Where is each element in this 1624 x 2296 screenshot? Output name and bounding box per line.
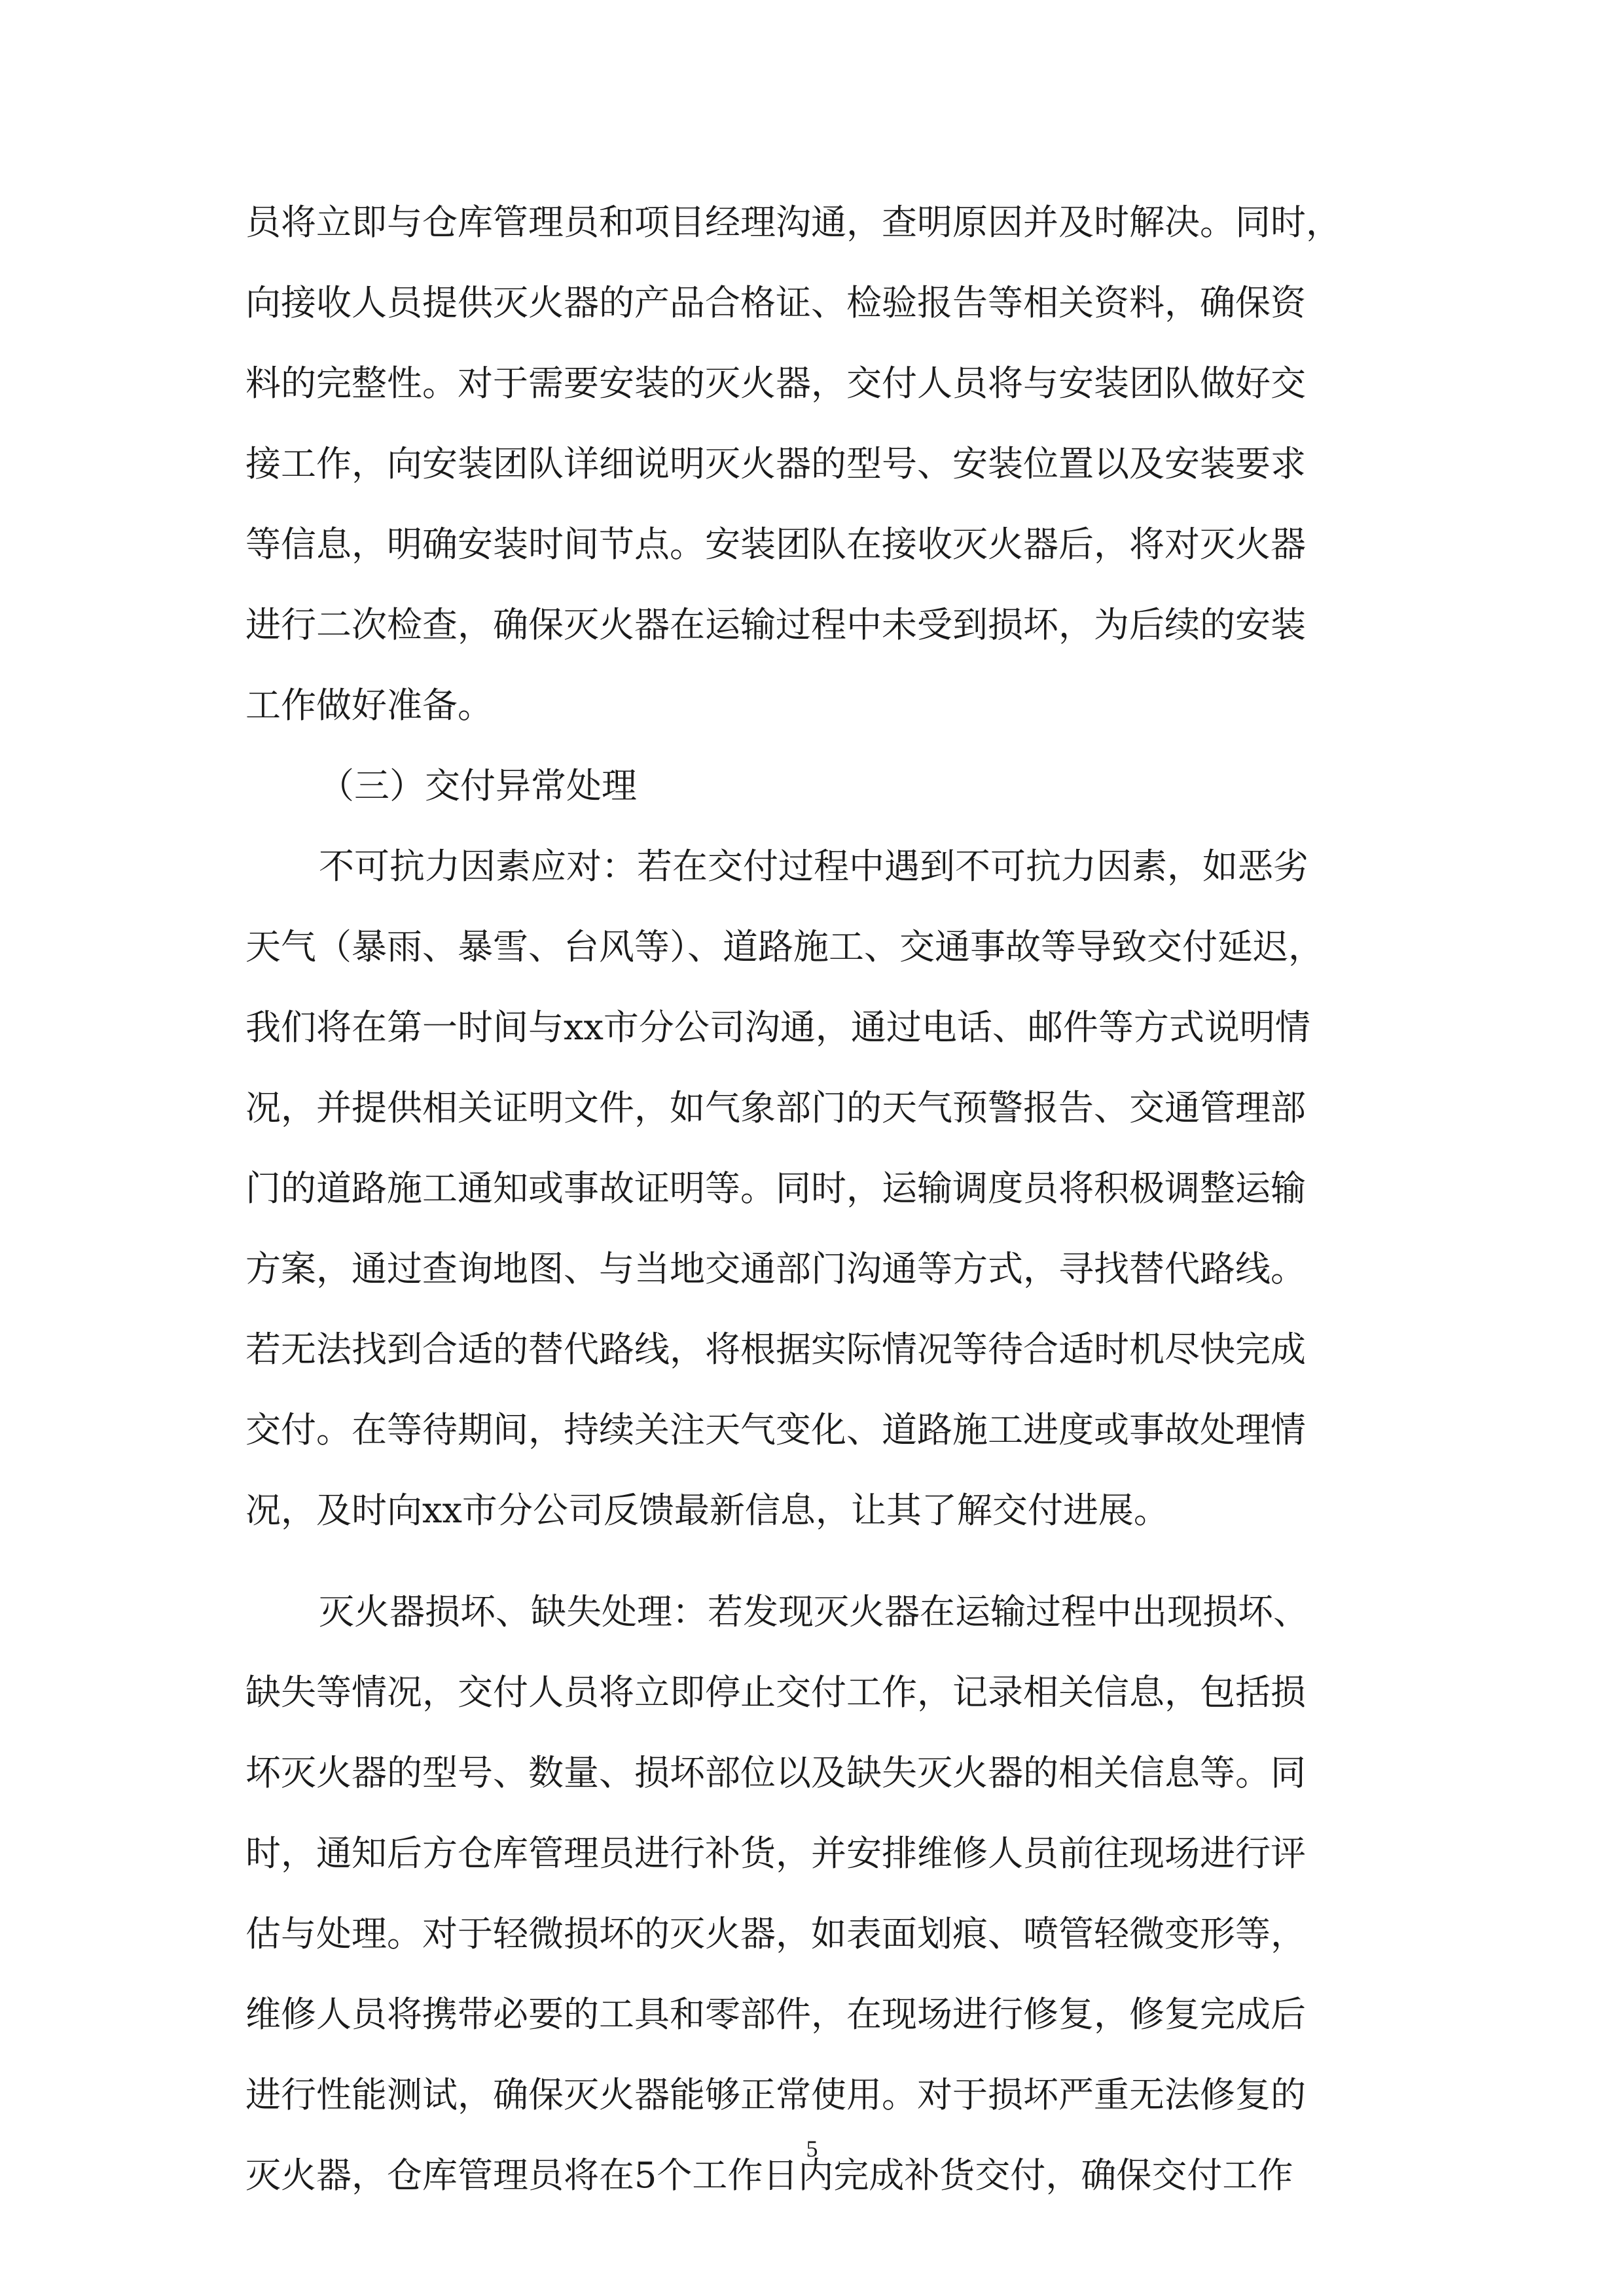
text-line: 若无法找到合适的替代路线，将根据实际情况等待合适时机尽快完成 <box>245 1329 1306 1370</box>
continuation-paragraph <box>245 182 1384 745</box>
text-line: 缺失等情况，交付人员将立即停止交付工作，记录相关信息，包括损 <box>245 1672 1306 1713</box>
text-line: 时，通知后方仓库管理员进行补货，并安排维修人员前往现场进行评 <box>245 1833 1306 1874</box>
text-line: 我们将在第一时间与xx市分公司沟通，通过电话、邮件等方式说明情 <box>245 1007 1310 1048</box>
text-line: 门的道路施工通知或事故证明等。同时，运输调度员将积极调整运输 <box>245 1168 1306 1209</box>
paragraph-damage-handling <box>245 1571 1384 2215</box>
text-line: 工作做好准备。 <box>245 685 493 726</box>
text-line: 天气（暴雨、暴雪、台风等）、道路施工、交通事故等导致交付延迟， <box>245 926 1324 967</box>
text-line: 进行性能测试，确保灭火器能够正常使用。对于损坏严重无法修复的 <box>245 2074 1306 2115</box>
text-line: 进行二次检查，确保灭火器在运输过程中未受到损坏，为后续的安装 <box>245 604 1306 645</box>
section-heading: （三）交付异常处理 <box>319 765 637 806</box>
text-line: 料的完整性。对于需要安装的灭火器，交付人员将与安装团队做好交 <box>245 363 1306 404</box>
text-line: 坏灭火器的型号、数量、损坏部位以及缺失灭火器的相关信息等。同 <box>245 1752 1306 1793</box>
text-line: 向接收人员提供灭火器的产品合格证、检验报告等相关资料，确保资 <box>245 282 1306 323</box>
text-line: 维修人员将携带必要的工具和零部件，在现场进行修复，修复完成后 <box>245 1994 1306 2035</box>
paragraph-force-majeure <box>245 826 1384 1551</box>
text-line: 方案，通过查询地图、与当地交通部门沟通等方式，寻找替代路线。 <box>245 1248 1306 1289</box>
text-line: 况，并提供相关证明文件，如气象部门的天气预警报告、交通管理部 <box>245 1087 1306 1128</box>
paragraph-gap <box>245 1551 1384 1571</box>
text-line: 灭火器损坏、缺失处理：若发现灭火器在运输过程中出现损坏、 <box>319 1591 1308 1632</box>
text-line: 交付。在等待期间，持续关注天气变化、道路施工进度或事故处理情 <box>245 1409 1306 1450</box>
page-number: 5 <box>806 2136 818 2162</box>
text-line: 灭火器，仓库管理员将在5个工作日内完成补货交付，确保交付工作 <box>245 2155 1293 2196</box>
text-line: 员将立即与仓库管理员和项目经理沟通，查明原因并及时解决。同时， <box>245 202 1341 243</box>
text-line: 不可抗力因素应对：若在交付过程中遇到不可抗力因素，如恶劣 <box>319 846 1308 887</box>
text-line: 等信息，明确安装时间节点。安装团队在接收灭火器后，将对灭火器 <box>245 524 1306 565</box>
body-text <box>245 182 1384 2215</box>
text-line: 况，及时向xx市分公司反馈最新信息，让其了解交付进展。 <box>245 1490 1169 1531</box>
text-line: 接工作，向安装团队详细说明灭火器的型号、安装位置以及安装要求 <box>245 443 1306 484</box>
text-line: 估与处理。对于轻微损坏的灭火器，如表面划痕、喷管轻微变形等， <box>245 1913 1306 1954</box>
